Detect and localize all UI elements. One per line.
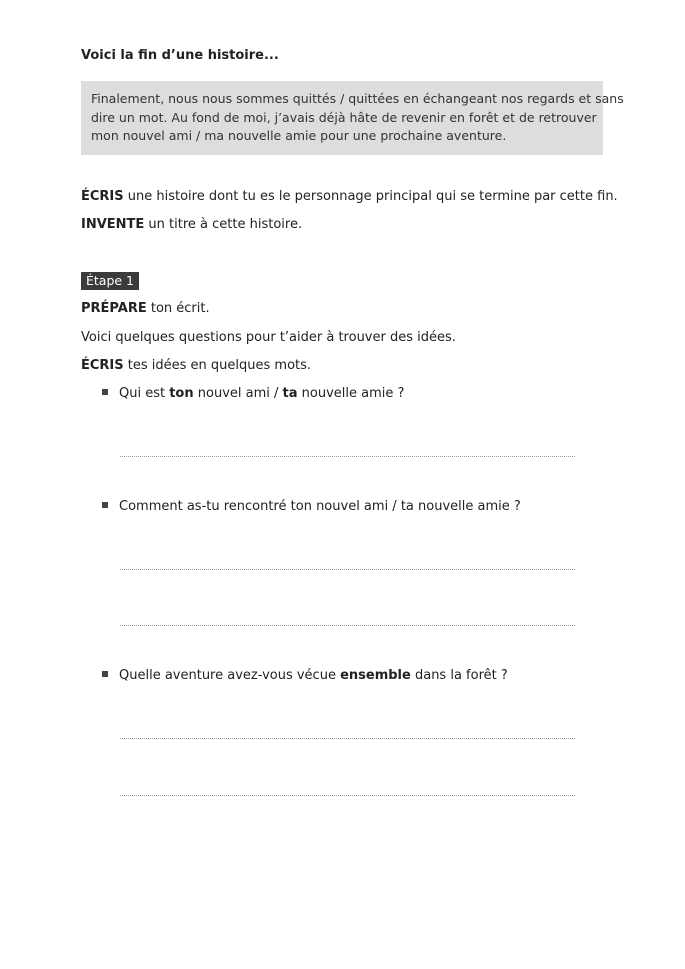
answer-line[interactable]: [120, 738, 575, 739]
question-how-met: Comment as-tu rencontré ton nouvel ami / ta nouvelle amie ?: [102, 499, 521, 514]
story-ending-line: dire un mot. Au fond de moi, j’avais déjà hâte de revenir en forêt et de retrouver: [91, 109, 597, 125]
square-bullet-icon: [102, 389, 108, 395]
ideas-instruction: [81, 358, 311, 373]
prepare-instruction: [81, 301, 210, 316]
intro-title: Voici la fin d’une histoire...: [81, 48, 279, 63]
write-instruction: [81, 189, 618, 204]
write-instruction-text: une histoire dont tu es le personnage principal qui se termine par cette fin.: [123, 189, 618, 204]
help-text: Voici quelques questions pour t’aider à trouver des idées.: [81, 330, 456, 345]
invent-instruction-text: un titre à cette histoire.: [144, 217, 303, 232]
answer-line[interactable]: [120, 456, 575, 457]
answer-line[interactable]: [120, 569, 575, 570]
write-verb: ÉCRIS: [81, 189, 124, 204]
question-who: Qui est ton nouvel ami / ta nouvelle amie ?: [102, 386, 404, 401]
ideas-instruction-text: tes idées en quelques mots.: [123, 358, 312, 373]
question-adventure: Quelle aventure avez-vous vécue ensemble dans la forêt ?: [102, 668, 508, 683]
answer-line[interactable]: [120, 795, 575, 796]
story-ending-box: [81, 81, 624, 155]
story-ending-line: mon nouvel ami / ma nouvelle amie pour une prochaine aventure.: [91, 128, 507, 143]
invent-instruction: [81, 217, 302, 232]
invent-verb: INVENTE: [81, 217, 145, 232]
prepare-instruction-text: ton écrit.: [146, 301, 210, 316]
square-bullet-icon: [102, 671, 108, 677]
step-badge: Étape 1: [81, 272, 139, 290]
story-ending-line: Finalement, nous nous sommes quittés / quittées en échangeant nos regards et sans: [91, 91, 624, 106]
answer-line[interactable]: [120, 625, 575, 626]
prepare-verb: PRÉPARE: [81, 301, 147, 316]
ideas-verb: ÉCRIS: [81, 358, 124, 373]
square-bullet-icon: [102, 502, 108, 508]
